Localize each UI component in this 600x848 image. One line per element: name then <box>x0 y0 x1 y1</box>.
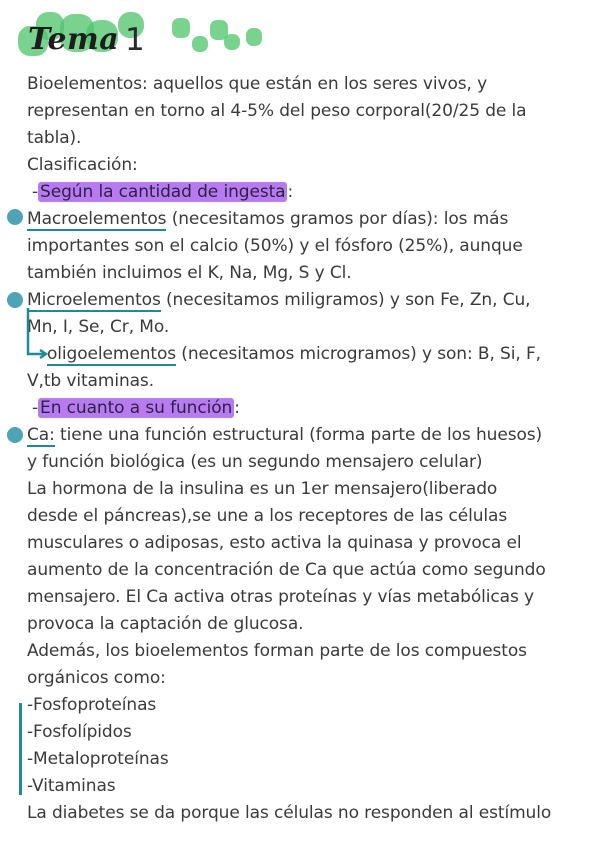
compound-item: -Metaloproteínas <box>27 749 169 769</box>
text-line: La diabetes se da porque las células no responden al estímulo <box>27 803 552 823</box>
compound-item: -Vitaminas <box>27 776 116 796</box>
micro-rest: (necesitamos miligramos) y son Fe, Zn, Cu, <box>160 290 531 310</box>
macro-rest: (necesitamos gramos por días): los más <box>166 209 509 229</box>
text-line: provoca la captación de glucosa. <box>27 614 304 634</box>
text-line: V,tb vitaminas. <box>27 371 154 391</box>
calcium-line <box>27 422 542 449</box>
text-line: aumento de la concentración de Ca que actúa como segundo <box>27 560 546 580</box>
bullet-dot <box>7 292 23 308</box>
section-heading-funcion <box>32 395 240 422</box>
text-line: musculares o adiposas, esto activa la quinasa y provoca el <box>27 533 522 553</box>
text-line: orgánicos como: <box>27 668 166 688</box>
text-line: representan en torno al 4-5% del peso corporal(20/25 de la <box>27 101 527 121</box>
highlighted-section-label: Según la cantidad de ingesta <box>40 182 286 202</box>
text-line: desde el páncreas),se une a los receptores de las células <box>27 506 508 526</box>
note-title-number: 1 <box>125 22 145 58</box>
title-highlight-blob <box>246 28 262 46</box>
section-prefix: - <box>32 182 39 202</box>
bullet-dot <box>7 427 23 443</box>
text-line: también incluimos el K, Na, Mg, S y Cl. <box>27 263 352 283</box>
title-highlight-blob <box>192 36 208 52</box>
oligo-rest: (necesitamos microgramos) y son: B, Si, F, <box>176 344 541 364</box>
calcium-term: Ca: <box>27 425 55 445</box>
micro-term: Microelementos <box>27 290 161 310</box>
section-suffix: : <box>234 398 240 418</box>
title-highlight-blob <box>172 18 190 38</box>
section-suffix: : <box>287 182 294 202</box>
text-line: importantes son el calcio (50%) y el fósforo (25%), aunque <box>27 236 523 256</box>
oligo-line <box>47 341 541 368</box>
bullet-dot <box>7 209 23 225</box>
list-bracket <box>19 703 22 795</box>
calcium-rest: tiene una función estructural (forma parte de los huesos) <box>54 425 543 445</box>
text-line: mensajero. El Ca activa otras proteínas y vías metabólicas y <box>27 587 534 607</box>
text-line: y función biológica (es un segundo mensajero celular) <box>27 452 483 472</box>
micro-line <box>27 287 530 314</box>
compound-item: -Fosfoproteínas <box>27 695 157 715</box>
highlighted-section-label: En cuanto a su función <box>40 398 233 418</box>
text-line: tabla). <box>27 128 82 148</box>
text-line: La hormona de la insulina es un 1er mensajero(liberado <box>27 479 498 499</box>
macro-term: Macroelementos <box>27 209 167 229</box>
section-heading-ingesta <box>32 179 293 206</box>
compound-item: -Fosfolípidos <box>27 722 132 742</box>
oligo-term: oligoelementos <box>47 344 176 364</box>
text-line: Mn, I, Se, Cr, Mo. <box>27 317 170 337</box>
section-prefix: - <box>32 398 39 418</box>
title-highlight-blob <box>224 34 240 50</box>
text-line: Bioelementos: aquellos que están en los seres vivos, y <box>27 74 488 94</box>
text-line: Clasificación: <box>27 155 138 175</box>
macro-line <box>27 206 508 233</box>
text-line: Además, los bioelementos forman parte de los compuestos <box>27 641 527 661</box>
note-title: Tema <box>28 22 120 57</box>
